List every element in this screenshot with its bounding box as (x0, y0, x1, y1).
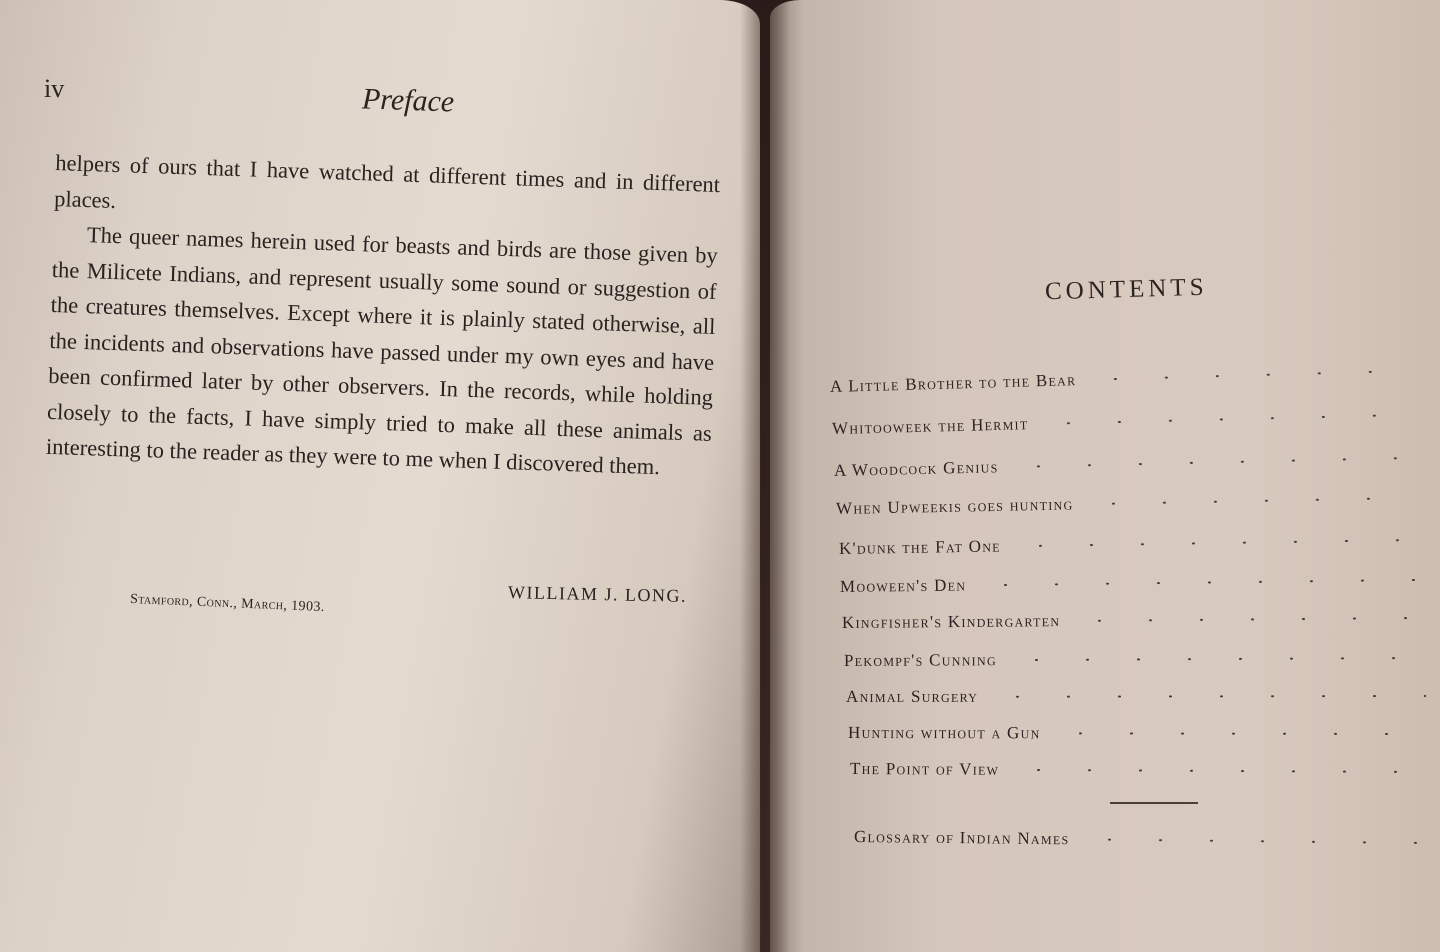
preface-paragraph: helpers of ours that I have watched at different times and in different places. (53, 149, 721, 213)
preface-paragraph: The queer names herein used for beasts and birds are those given by the Milicete Indians, and represent usually some sound or suggestion of the creatures themselves. Except where it is plainly stated otherwise, all the incidents and observations have passed under my own eyes and have been confirmed later by other observers. In the records, while holding closely to the facts, I have simply tried to make all these animals as interesting to the reader as they were to me when I discovered them. (45, 222, 719, 480)
contents-entry-title: A Woodcock Genius (833, 457, 999, 480)
contents-entry-title: Mooween's Den (839, 575, 967, 596)
dot-leader (1042, 414, 1411, 425)
dot-leader (1055, 732, 1428, 735)
contents-entry (842, 603, 1422, 638)
dot-leader (1090, 370, 1409, 381)
contents-entry (850, 754, 1430, 787)
dot-leader (1013, 769, 1430, 773)
dot-leader (1015, 539, 1419, 547)
contents-entry-title: When Upweekis goes hunting (835, 494, 1074, 518)
book-gutter (740, 0, 790, 952)
contents-entry-title: A Little Brother to the Bear (829, 370, 1077, 396)
contents-entry (854, 822, 1434, 858)
contents-entry-title: Animal Surgery (845, 686, 979, 706)
contents-entry (844, 643, 1424, 676)
dot-leader (1011, 657, 1424, 661)
contents-entry (846, 681, 1426, 712)
contents-entry-title: Pekompf's Cunning (843, 650, 997, 670)
contents-entry (848, 718, 1428, 749)
contents-heading: CONTENTS (1044, 273, 1208, 306)
dot-leader (1074, 617, 1422, 622)
dot-leader (1013, 457, 1414, 468)
dot-leader (980, 579, 1420, 586)
contents-entry-title: K'dunk the Fat One (838, 536, 1001, 558)
contents-entry-title: Hunting without a Gun (847, 723, 1041, 743)
contents-entry-title: Whitooweek the Hermit (831, 414, 1029, 438)
dot-leader (1087, 497, 1415, 505)
dot-leader (992, 695, 1426, 698)
contents-entry-title: Glossary of Indian Names (853, 827, 1070, 849)
author-signature: WILLIAM J. LONG. (507, 582, 688, 606)
dot-leader (1084, 838, 1434, 844)
dateline: Stamford, Conn., March, 1903. (129, 591, 325, 616)
contents-entry-title: Kingfisher's Kindergarten (841, 611, 1061, 632)
contents-entry-title: The Point of View (849, 759, 1000, 779)
page-number: iv (44, 74, 65, 103)
running-head: Preface (361, 82, 455, 119)
preface-body (45, 145, 720, 486)
contents-divider (1110, 802, 1198, 804)
